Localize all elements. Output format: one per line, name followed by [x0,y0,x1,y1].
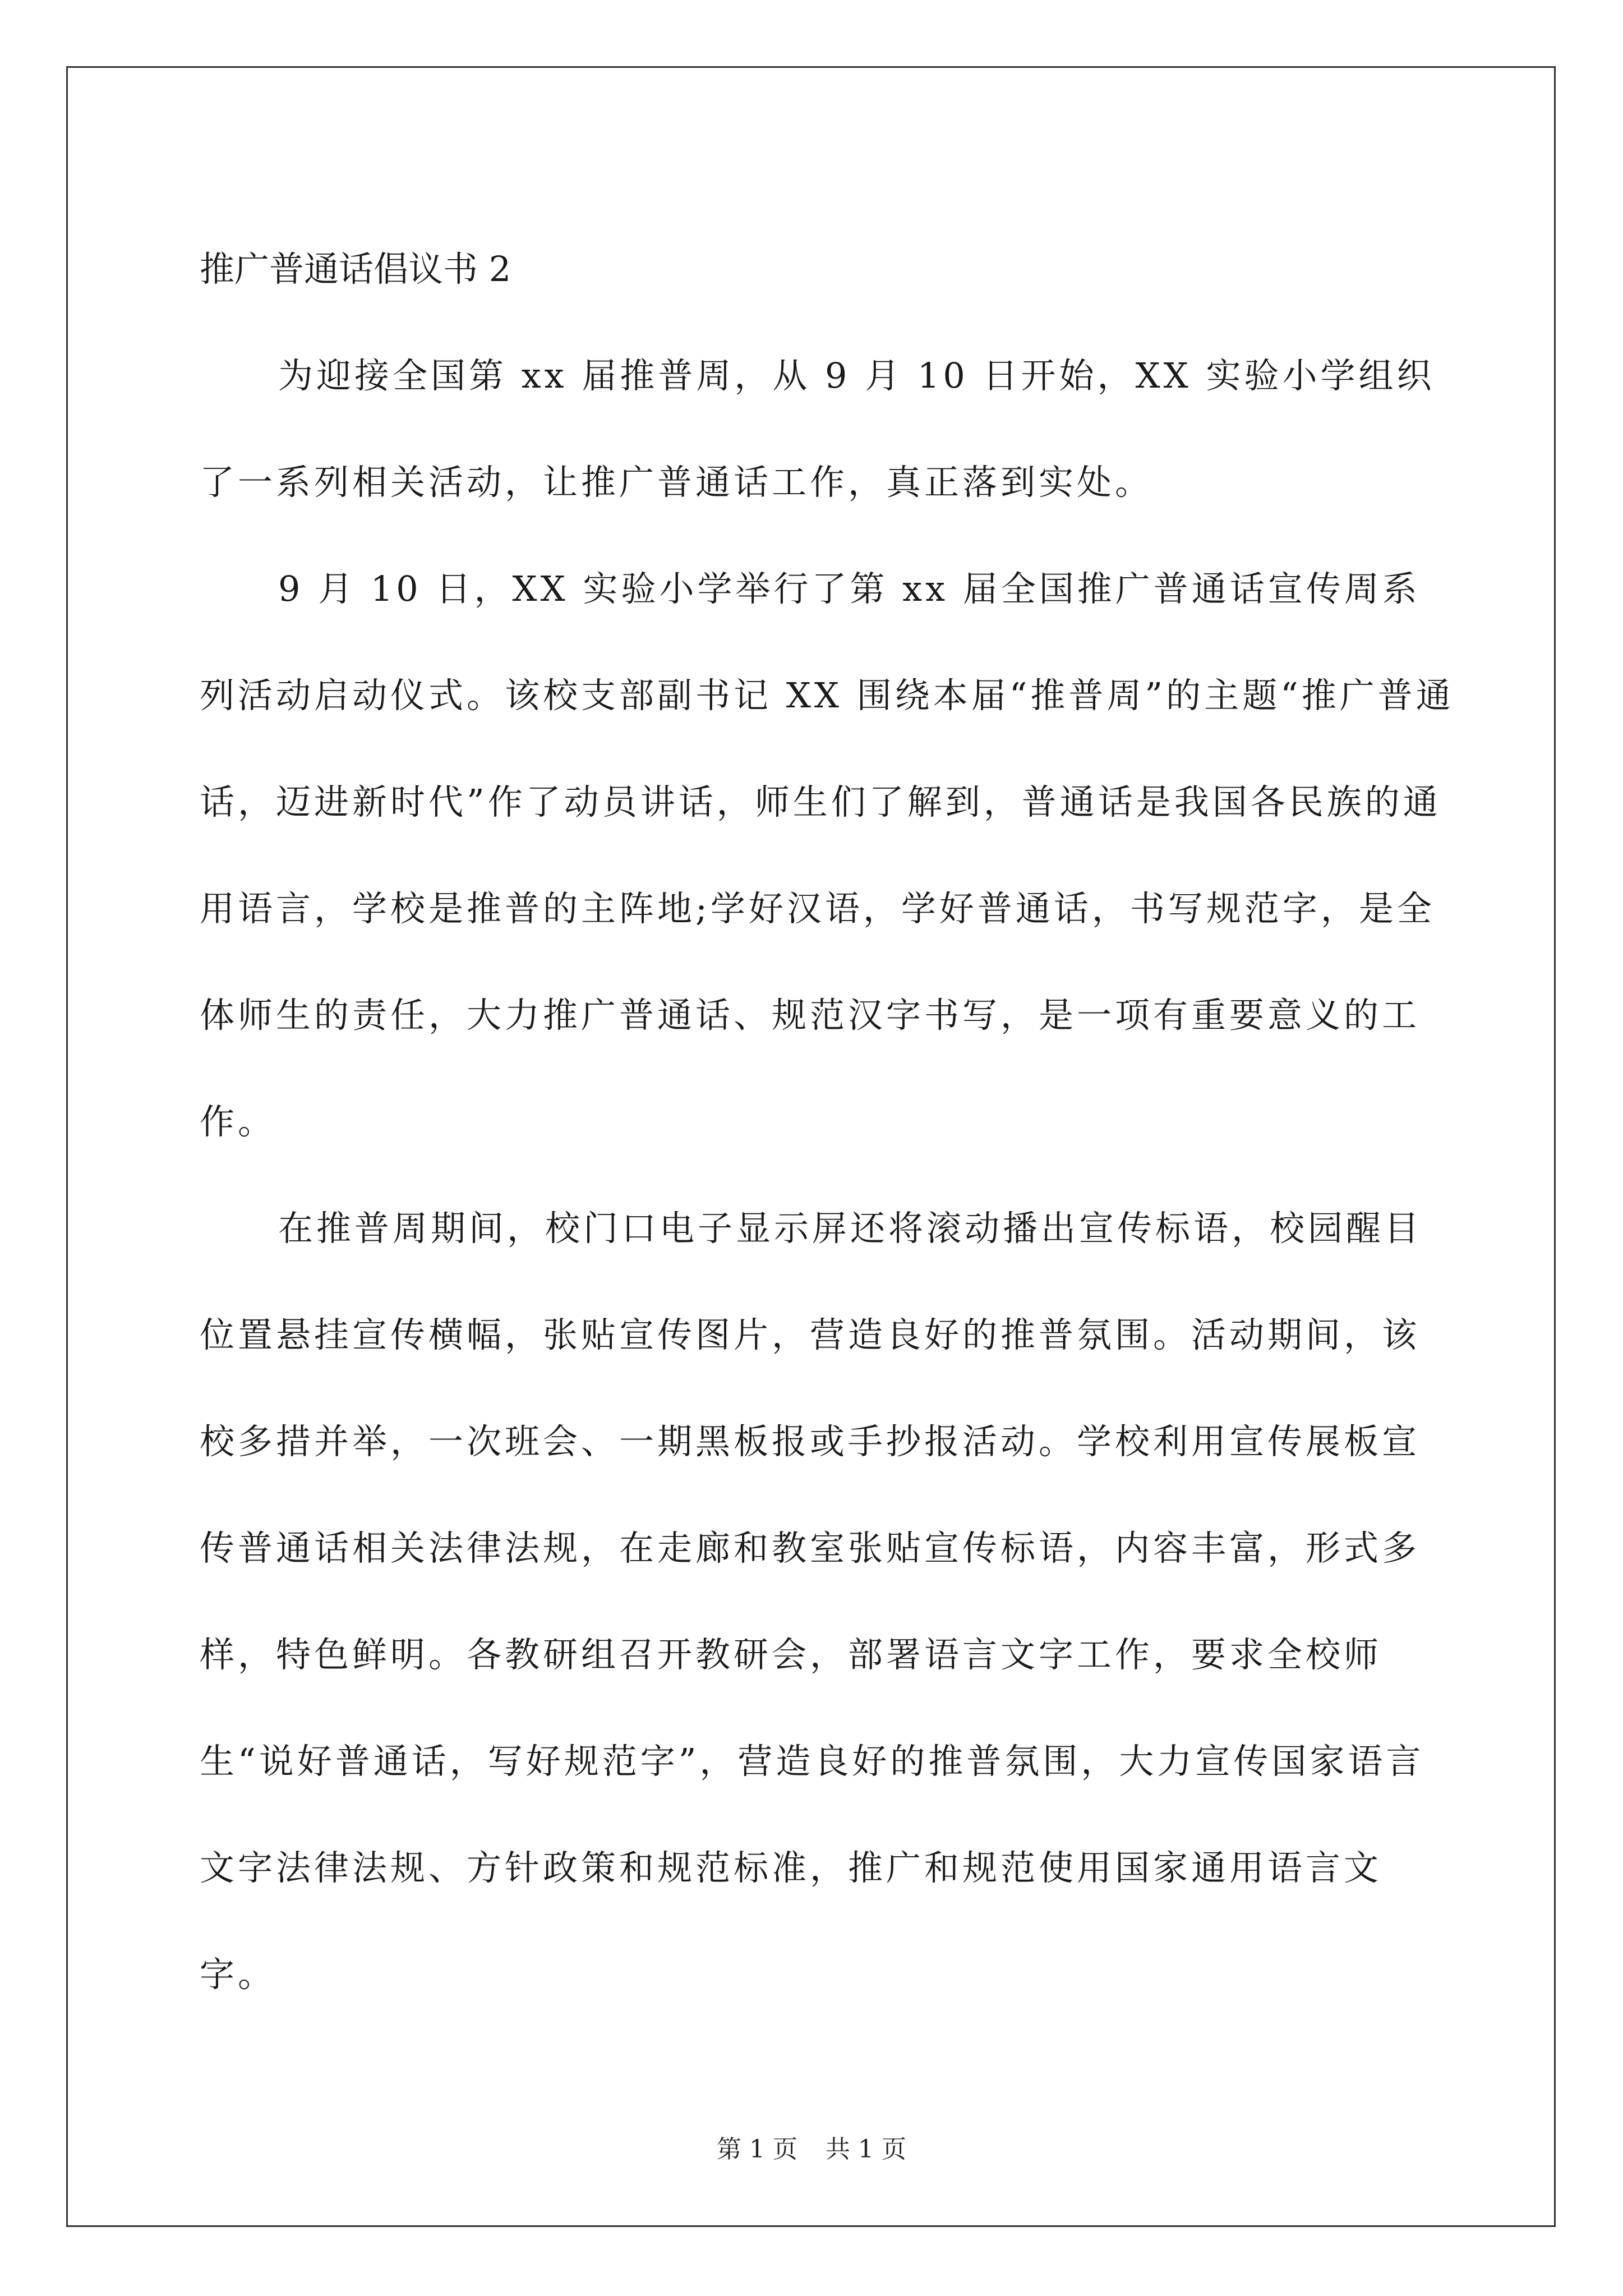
paragraph-1: 为迎接全国第 xx 届推普周，从 9 月 10 日开始，XX 实验小学组织了一系列相关活动，让推广普通话工作，真正落到实处。 [200,355,1435,503]
page-number-total: 共 1 页 [826,2135,906,2164]
document-body [200,216,1456,2028]
document-title: 推广普通话倡议书 2 [200,249,511,289]
paragraph-2: 9 月 10 日，XX 实验小学举行了第 xx 届全国推广普通话宣传周系列活动启动仪式。该校支部副书记 XX 围绕本届“推普周”的主题“推广普通话，迈进新时代”作了动员讲话，师生们了解到，普通话是我国各民族的通用语言，学校是推普的主阵地;学好汉语，学好普通话，书写规范字，是全体师生的责任，大力推广普通话、规范汉字书写，是一项有重要意义的工作。 [200,568,1454,1142]
page-number-current: 第 1 页 [717,2135,797,2164]
page-footer [0,2129,1623,2165]
paragraph-3: 在推普周期间，校门口电子显示屏还将滚动播出宣传标语，校园醒目位置悬挂宣传横幅，张贴宣传图片，营造良好的推普氛围。活动期间，该校多措并举，一次班会、一期黑板报或手抄报活动。学校利用宣传展板宣传普通话相关法律法规，在走廊和教室张贴宣传标语，内容丰富，形式多样，特色鲜明。各教研组召开教研会，部署语言文字工作，要求全校师生“说好普通话，写好规范字”，营造良好的推普氛围，大力宣传国家语言文字法律法规、方针政策和规范标准，推广和规范使用国家通用语言文字。 [200,1208,1424,1995]
